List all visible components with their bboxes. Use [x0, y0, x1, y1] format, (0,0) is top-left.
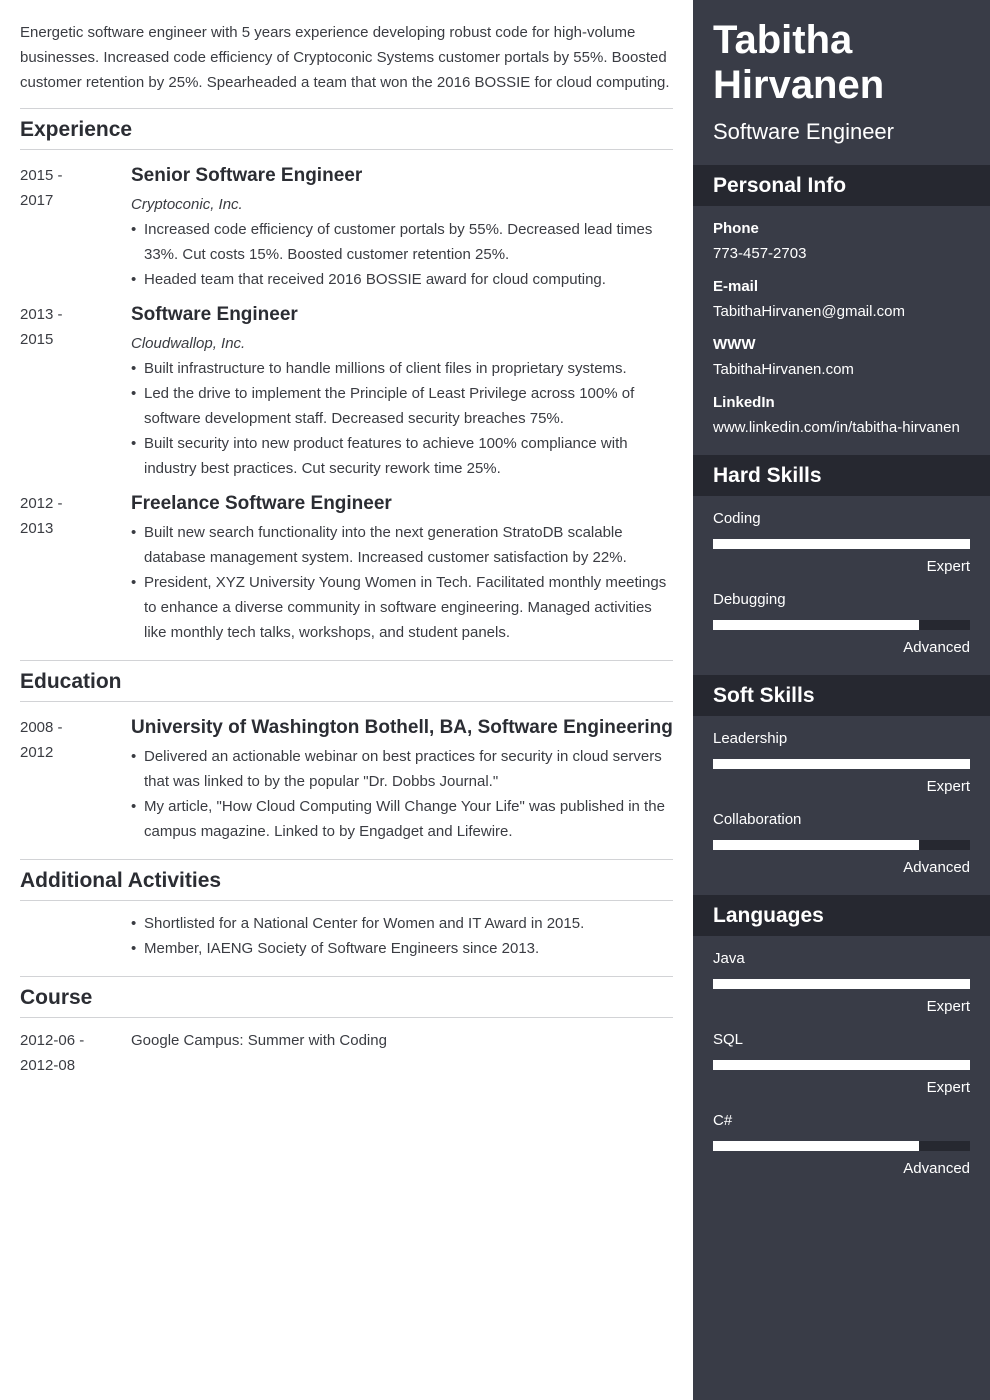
bullet-list [131, 744, 673, 844]
linkedin-value: www.linkedin.com/in/tabitha-hirvanen [713, 419, 960, 436]
skill-name: Coding [713, 510, 761, 527]
divider [20, 900, 673, 901]
company-name: Cryptoconic, Inc. [131, 196, 243, 213]
language-name: C# [713, 1112, 733, 1129]
skill-level: Expert [926, 558, 970, 575]
degree-title: University of Washington Bothell, BA, Software Engineering [131, 717, 673, 738]
skill-level: Advanced [903, 639, 970, 656]
candidate-role: Software Engineer [713, 119, 894, 144]
language-name: SQL [713, 1031, 744, 1048]
section-heading-course: Course [20, 986, 93, 1009]
skill-bar [713, 759, 970, 769]
skill-name: Debugging [713, 591, 786, 608]
job-title: Senior Software Engineer [131, 165, 363, 186]
resume-sidebar [693, 0, 990, 1400]
skill-bar-fill [713, 539, 970, 549]
bullet-item: • Member, IAENG Society of Software Engineers since 2013. [131, 936, 673, 961]
linkedin-label: LinkedIn [713, 394, 775, 411]
bullet-item: • Delivered an actionable webinar on best practices for security in cloud servers that was linked to by the popular "Dr. Dobbs Journal." [131, 744, 673, 794]
activities-entry [20, 911, 673, 961]
education-entry [20, 715, 673, 844]
skill-bar [713, 840, 970, 850]
skill-bar-fill [713, 759, 970, 769]
section-heading-personal-info: Personal Info [713, 174, 847, 197]
experience-entry [20, 491, 673, 645]
company-name: Cloudwallop, Inc. [131, 335, 246, 352]
bullet-item: • Built infrastructure to handle millions of client files in proprietary systems. [131, 356, 673, 381]
section-band-personal-info [693, 165, 990, 206]
course-name: Google Campus: Summer with Coding [131, 1032, 387, 1049]
bullet-list [131, 356, 673, 481]
skill-bar-fill [713, 1141, 919, 1151]
bullet-list [131, 520, 673, 645]
skill-bar-fill [713, 1060, 970, 1070]
www-label: WWW [713, 336, 756, 353]
section-heading-experience: Experience [20, 118, 133, 141]
skill-level: Advanced [903, 859, 970, 876]
bullet-list [131, 217, 673, 292]
skill-level: Expert [926, 778, 970, 795]
summary-text: Energetic software engineer with 5 years experience developing robust code for high-volume businesses. Increased code efficiency of Cryptoconic Systems customer portals by 55%. Boosted customer retention by 25%. Spearheaded a team that won the 2016 BOSSIE for cloud computing. [20, 24, 670, 91]
bullet-item: • Built new search functionality into the next generation StratoDB scalable database management system. Increased customer satisfaction by 22%. [131, 520, 673, 570]
course-entry [20, 1028, 673, 1078]
skill-level: Expert [926, 1079, 970, 1096]
skill-level: Advanced [903, 1160, 970, 1177]
skill-bar-fill [713, 840, 919, 850]
bullet-item: • Headed team that received 2016 BOSSIE award for cloud computing. [131, 267, 673, 292]
section-heading-soft-skills: Soft Skills [713, 684, 815, 707]
email-label: E-mail [713, 278, 759, 295]
section-heading-education: Education [20, 670, 122, 693]
entry-date: 2012-06 - 2012-08 [20, 1032, 85, 1074]
entry-date: 2008 - 2012 [20, 719, 63, 761]
resume-main-column [20, 20, 673, 1078]
section-heading-languages: Languages [713, 904, 824, 927]
bullet-item: • Built security into new product features to achieve 100% compliance with industry best practices. Cut security rework time 25%. [131, 431, 673, 481]
skill-bar [713, 979, 970, 989]
section-heading-hard-skills: Hard Skills [713, 464, 822, 487]
skill-bar-fill [713, 620, 919, 630]
section-heading-activities: Additional Activities [20, 869, 222, 892]
experience-entry [20, 302, 673, 481]
www-value: TabithaHirvanen.com [713, 361, 854, 378]
phone-value: 773-457-2703 [713, 245, 807, 262]
entry-date: 2012 - 2013 [20, 495, 63, 537]
divider [20, 1017, 673, 1018]
language-name: Java [713, 950, 745, 967]
skill-level: Expert [926, 998, 970, 1015]
skill-name: Leadership [713, 730, 788, 747]
section-band-hard-skills [693, 455, 990, 496]
job-title: Freelance Software Engineer [131, 493, 392, 514]
skill-bar [713, 1060, 970, 1070]
candidate-name: Tabitha Hirvanen [713, 18, 885, 107]
email-value: TabithaHirvanen@gmail.com [713, 303, 905, 320]
experience-entry [20, 163, 673, 292]
divider [20, 701, 673, 702]
skill-bar [713, 1141, 970, 1151]
bullet-item: • President, XYZ University Young Women in Tech. Facilitated monthly meetings to enhance a diverse community in software engineering. Managed activities like monthly tech talks, workshops, and student panels. [131, 570, 673, 645]
bullet-item: • My article, "How Cloud Computing Will Change Your Life" was published in the campus magazine. Linked to by Engadget and Lifewire. [131, 794, 673, 844]
skill-bar [713, 620, 970, 630]
section-band-soft-skills [693, 675, 990, 716]
skill-name: Collaboration [713, 811, 802, 828]
bullet-item: • Increased code efficiency of customer portals by 55%. Decreased lead times 33%. Cut costs 15%. Boosted customer retention 25%. [131, 217, 673, 267]
entry-date: 2015 - 2017 [20, 167, 63, 209]
bullet-item: • Shortlisted for a National Center for Women and IT Award in 2015. [131, 911, 673, 936]
bullet-list [131, 911, 673, 961]
entry-date: 2013 - 2015 [20, 306, 63, 348]
phone-label: Phone [713, 220, 759, 237]
job-title: Software Engineer [131, 304, 298, 325]
divider [20, 149, 673, 150]
skill-bar [713, 539, 970, 549]
bullet-item: • Led the drive to implement the Principle of Least Privilege across 100% of software development staff. Decreased security breaches 75%. [131, 381, 673, 431]
skill-bar-fill [713, 979, 970, 989]
section-band-languages [693, 895, 990, 936]
entry-date-empty [20, 911, 131, 961]
